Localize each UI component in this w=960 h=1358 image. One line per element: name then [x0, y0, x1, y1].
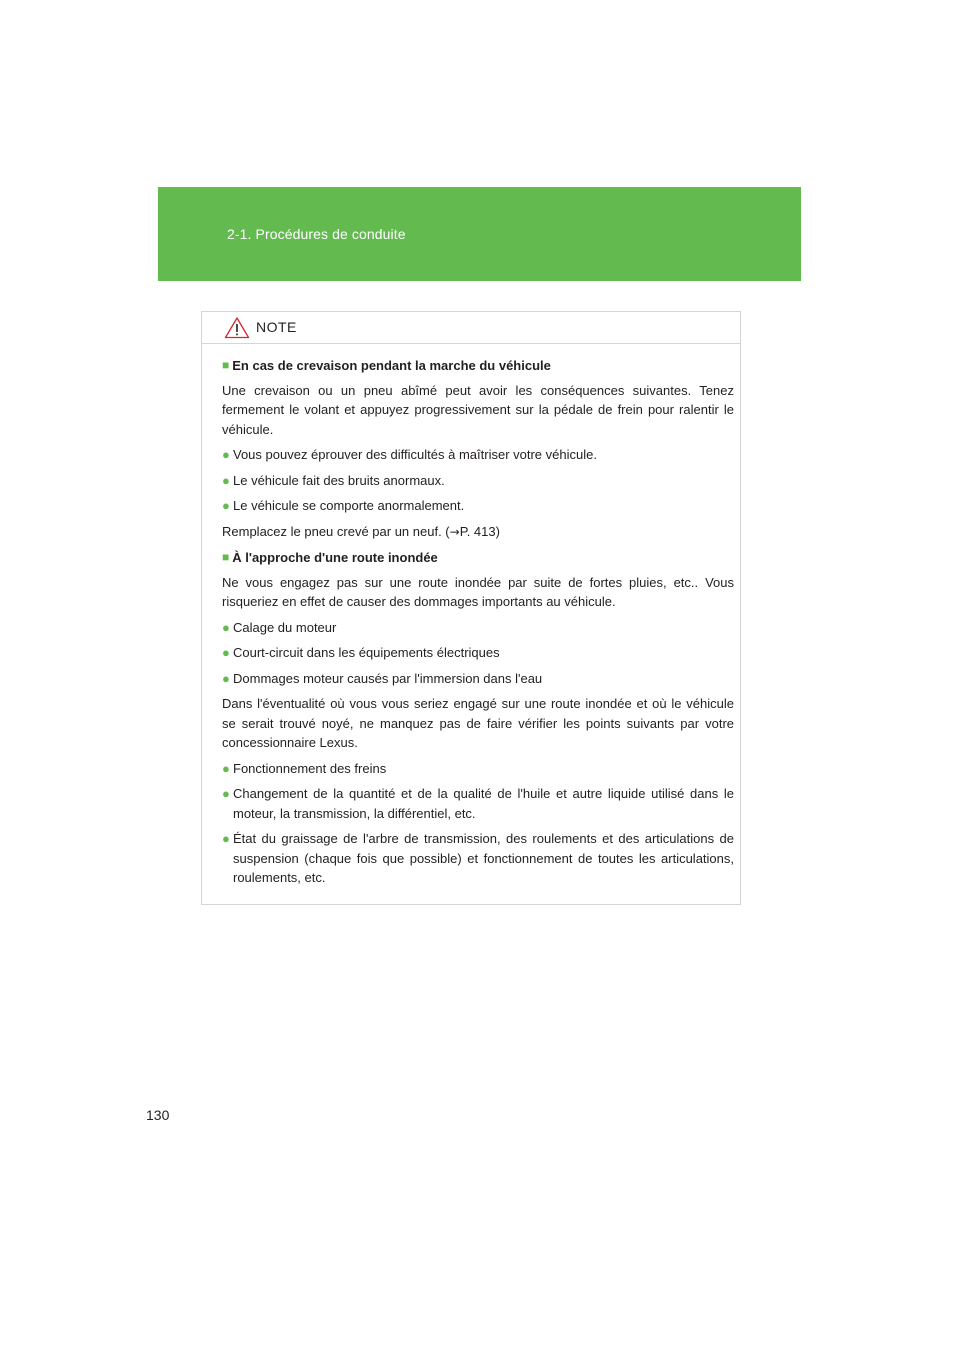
dot-bullet-icon: ●: [222, 831, 230, 846]
section-header-band: [158, 187, 801, 281]
section-heading: [222, 356, 734, 376]
section-heading: [222, 548, 734, 568]
note-label: NOTE: [256, 319, 297, 335]
outro-paragraph: Remplacez le pneu crevé par un neuf. (→P. 413): [222, 523, 500, 539]
list-item: ● Court-circuit dans les équipements électriques: [222, 643, 734, 663]
list-item: ● Fonctionnement des freins: [222, 759, 734, 779]
section-title: 2-1. Procédures de conduite: [227, 226, 406, 242]
dot-bullet-icon: ●: [222, 498, 230, 513]
note-box: [201, 311, 741, 905]
dot-bullet-icon: ●: [222, 472, 230, 488]
list-item: ● Le véhicule fait des bruits anormaux.: [222, 471, 734, 491]
warning-triangle-icon: [224, 316, 250, 339]
dot-bullet-icon: ●: [222, 447, 230, 462]
page-number: 130: [146, 1107, 170, 1123]
arrow-right-icon: →: [449, 524, 460, 539]
heading-text: En cas de crevaison pendant la marche du véhicule: [232, 358, 551, 373]
list-item: ● Calage du moteur: [222, 618, 734, 638]
dot-bullet-icon: ●: [222, 786, 230, 801]
list-item: ● Le véhicule se comporte anormalement.: [222, 496, 734, 516]
dot-bullet-icon: ●: [222, 760, 230, 776]
square-bullet-icon: ■: [222, 358, 230, 372]
dot-bullet-icon: ●: [222, 645, 230, 660]
heading-text: À l'approche d'une route inondée: [232, 550, 438, 565]
square-bullet-icon: ■: [222, 550, 230, 564]
note-header: [202, 312, 740, 344]
middle-paragraph: Dans l'éventualité où vous vous seriez engagé sur une route inondée et où le véhicule se serait trouvé noyé, ne manquez pas de faire vérifier les points suivants par votre concessionnaire Lexus.: [222, 696, 734, 750]
intro-paragraph: Une crevaison ou un pneu abîmé peut avoir les conséquences suivantes. Tenez fermement le volant et appuyez progressivement sur la pédale de frein pour ralentir le véhicule.: [222, 382, 734, 437]
dot-bullet-icon: ●: [222, 619, 230, 635]
list-item: ● Changement de la quantité et de la qualité de l'huile et autre liquide utilisé dans le moteur, la transmission, la différentiel, etc.: [222, 784, 734, 823]
intro-paragraph: Ne vous engagez pas sur une route inondée par suite de fortes pluies, etc.. Vous risqueriez en effet de causer des dommages importants au véhicule.: [222, 574, 734, 609]
note-body: [202, 344, 740, 888]
list-item: ● État du graissage de l'arbre de transmission, des roulements et des articulations de suspension (chaque fois que possible) et fonctionnement de toutes les articulations, roulements, etc.: [222, 829, 734, 888]
dot-bullet-icon: ●: [222, 670, 230, 686]
list-item: ● Dommages moteur causés par l'immersion dans l'eau: [222, 669, 734, 689]
list-item: ● Vous pouvez éprouver des difficultés à maîtriser votre véhicule.: [222, 445, 734, 465]
